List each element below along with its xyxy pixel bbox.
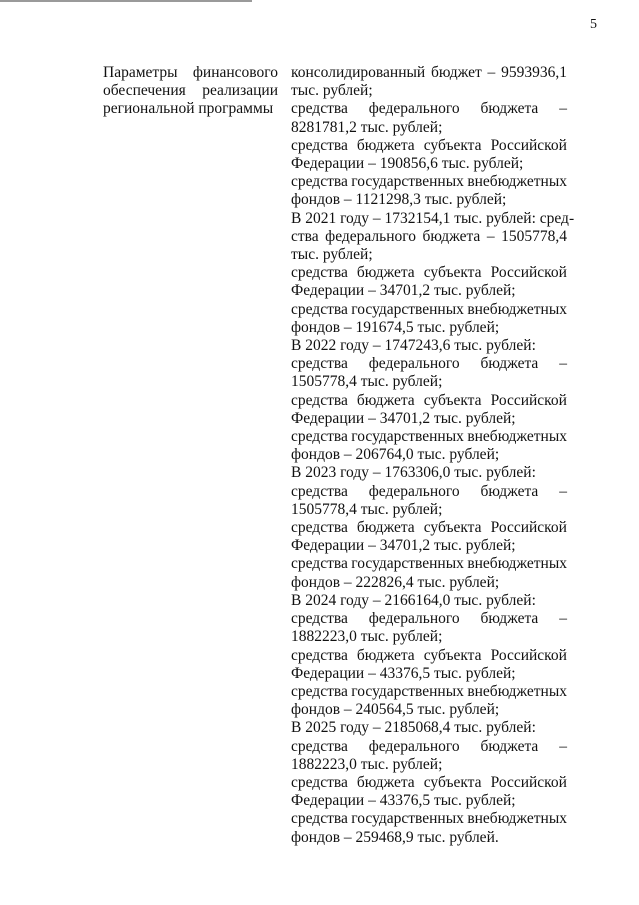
value-word: бюджета <box>480 100 539 118</box>
value-word: средства <box>291 264 348 282</box>
value-line <box>291 173 567 191</box>
value-word: бюджета <box>480 737 539 755</box>
value-word: средства <box>291 391 348 409</box>
value-word: субъекта <box>423 391 482 409</box>
value-word: Российской <box>490 646 567 664</box>
value-word: бюджет <box>431 64 482 81</box>
value-line <box>291 264 567 282</box>
value-word: Российской <box>490 773 567 791</box>
value-line: фондов – 1121298,3 тыс. рублей; <box>291 191 507 209</box>
value-word: бюджета <box>356 519 415 537</box>
value-word: федерального <box>368 355 460 373</box>
value-word: – <box>559 610 567 628</box>
value-word: средства <box>291 555 348 573</box>
value-word: Российской <box>490 519 567 537</box>
value-word: средства <box>291 773 348 791</box>
value-line <box>291 738 567 756</box>
value-line: Федерации – 190856,6 тыс. рублей; <box>291 155 524 173</box>
value-word: бюджета <box>356 136 415 154</box>
value-word: государственных <box>351 173 464 191</box>
label-line: региональной программы <box>103 100 274 117</box>
value-word: бюджета <box>422 227 481 245</box>
value-line <box>291 483 567 501</box>
value-line: фондов – 222826,4 тыс. рублей; <box>291 573 500 591</box>
value-word: государственных <box>351 300 464 318</box>
value-line: Федерации – 34701,2 тыс. рублей; <box>291 282 516 300</box>
value-line <box>291 100 567 118</box>
value-word: – <box>559 100 567 118</box>
value-word: средства <box>291 682 348 700</box>
value-line: 1882223,0 тыс. рублей; <box>291 755 443 773</box>
parameter-value <box>291 64 575 847</box>
value-word: государственных <box>351 428 464 446</box>
value-word: средства <box>291 136 348 154</box>
value-word: внебюджетных <box>467 300 567 318</box>
value-line <box>291 683 567 701</box>
value-word: – <box>486 227 495 245</box>
value-word: субъекта <box>423 773 482 791</box>
label-word: обеспечения <box>103 82 186 99</box>
value-line: Федерации – 34701,2 тыс. рублей; <box>291 409 516 427</box>
value-word: средства <box>291 610 348 628</box>
value-word: федерального <box>368 482 460 500</box>
value-line <box>291 810 567 828</box>
page-number: 5 <box>590 17 597 32</box>
value-line <box>291 519 567 537</box>
value-line: Федерации – 34701,2 тыс. рублей; <box>291 537 516 555</box>
value-word: бюджета <box>356 646 415 664</box>
value-word: консолидированный <box>291 64 426 81</box>
value-word: средства <box>291 300 348 318</box>
value-word: бюджета <box>356 391 415 409</box>
value-word: средства <box>291 100 348 118</box>
value-line: фондов – 206764,0 тыс. рублей; <box>291 446 500 464</box>
value-word: средства <box>291 428 348 446</box>
value-word: 9593936,1 <box>501 64 567 81</box>
value-word: государственных <box>351 810 464 828</box>
top-rule <box>0 0 252 2</box>
label-word: Параметры <box>103 64 178 81</box>
value-line: 1505778,4 тыс. рублей; <box>291 373 443 391</box>
value-word: – <box>487 64 496 81</box>
value-word: субъекта <box>423 264 482 282</box>
value-word: средства <box>291 482 348 500</box>
value-word: средства <box>291 737 348 755</box>
value-word: Российской <box>490 391 567 409</box>
value-word: федерального <box>368 737 460 755</box>
value-word: бюджета <box>356 264 415 282</box>
value-line: В 2025 году – 2185068,4 тыс. рублей: <box>291 719 536 737</box>
value-line <box>291 610 567 628</box>
value-line: В 2023 году – 1763306,0 тыс. рублей: <box>291 464 536 482</box>
value-line <box>291 228 567 246</box>
label-line <box>103 64 278 82</box>
value-line <box>291 428 567 446</box>
value-line: В 2021 году – 1732154,1 тыс. рублей: сред- <box>291 209 575 227</box>
value-line: Федерации – 43376,5 тыс. рублей; <box>291 792 516 810</box>
value-line: 8281781,2 тыс. рублей; <box>291 118 443 136</box>
value-line: 1505778,4 тыс. рублей; <box>291 500 443 518</box>
value-line: фондов – 259468,9 тыс. рублей. <box>291 828 499 846</box>
value-word: – <box>559 482 567 500</box>
parameter-label <box>103 64 278 118</box>
value-word: внебюджетных <box>467 682 567 700</box>
value-line: тыс. рублей; <box>291 82 373 100</box>
value-word: бюджета <box>480 610 539 628</box>
value-word: федерального <box>325 227 416 245</box>
value-word: внебюджетных <box>467 428 567 446</box>
value-line <box>291 137 567 155</box>
value-line: 1882223,0 тыс. рублей; <box>291 628 443 646</box>
value-line <box>291 301 567 319</box>
value-word: федерального <box>368 610 460 628</box>
value-word: средства <box>291 646 348 664</box>
value-line <box>291 392 567 410</box>
value-word: Российской <box>490 264 567 282</box>
value-word: внебюджетных <box>467 555 567 573</box>
value-word: государственных <box>351 682 464 700</box>
value-word: средства <box>291 519 348 537</box>
value-line: фондов – 191674,5 тыс. рублей; <box>291 318 500 336</box>
value-word: 1505778,4 <box>501 227 567 245</box>
value-word: – <box>559 355 567 373</box>
value-word: субъекта <box>423 646 482 664</box>
label-line <box>103 82 278 100</box>
value-line <box>291 555 567 573</box>
value-word: внебюджетных <box>467 810 567 828</box>
value-line: В 2022 году – 1747243,6 тыс. рублей: <box>291 337 536 355</box>
value-word: субъекта <box>423 136 482 154</box>
value-word: федерального <box>368 100 460 118</box>
value-word: внебюджетных <box>467 173 567 191</box>
label-word: финансового <box>192 64 278 81</box>
value-word: субъекта <box>423 519 482 537</box>
value-word: средства <box>291 355 348 373</box>
value-word: Российской <box>490 136 567 154</box>
value-word: средства <box>291 810 348 828</box>
value-line: тыс. рублей; <box>291 246 373 264</box>
value-line <box>291 355 567 373</box>
value-line <box>291 64 567 82</box>
value-word: государственных <box>351 555 464 573</box>
value-word: – <box>559 737 567 755</box>
value-line: Федерации – 43376,5 тыс. рублей; <box>291 664 516 682</box>
value-word: бюджета <box>356 773 415 791</box>
value-line: В 2024 году – 2166164,0 тыс. рублей: <box>291 591 536 609</box>
value-line: фондов – 240564,5 тыс. рублей; <box>291 701 500 719</box>
value-line <box>291 647 567 665</box>
value-line <box>291 774 567 792</box>
label-word: реализации <box>202 82 278 99</box>
value-word: ства <box>291 227 319 245</box>
value-word: бюджета <box>480 355 539 373</box>
value-word: средства <box>291 173 348 191</box>
value-word: бюджета <box>480 482 539 500</box>
